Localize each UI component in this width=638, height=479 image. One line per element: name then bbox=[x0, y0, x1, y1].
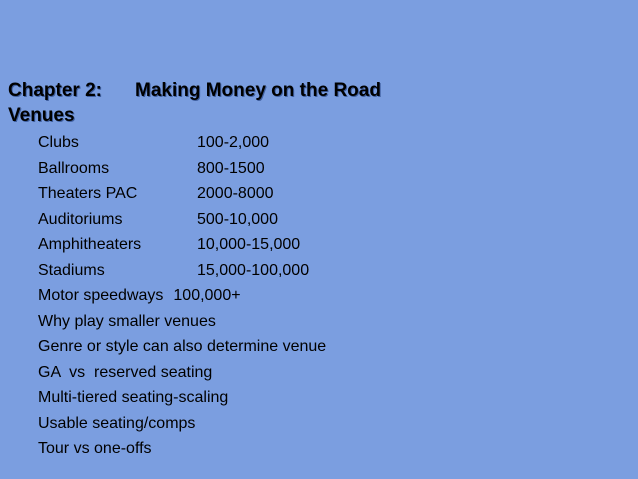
venue-name: Theaters PAC bbox=[38, 185, 138, 202]
list-item: Why play smaller venues bbox=[38, 312, 216, 330]
venue-capacity: 100-2,000 bbox=[197, 134, 270, 151]
section-heading: Venues bbox=[8, 105, 75, 126]
venue-name: Ballrooms bbox=[38, 159, 110, 177]
content-list bbox=[38, 130, 326, 462]
venue-capacity: 15,000-100,000 bbox=[197, 261, 310, 279]
list-item: Tour vs one-offs bbox=[38, 440, 152, 457]
venue-name: Auditoriums bbox=[38, 210, 123, 228]
venue-row bbox=[38, 283, 326, 309]
list-item: Usable seating/comps bbox=[38, 414, 196, 432]
venue-row bbox=[38, 181, 326, 207]
chapter-title: Making Money on the Road bbox=[135, 80, 381, 101]
list-item: Multi-tiered seating-scaling bbox=[38, 389, 229, 406]
venue-capacity: 800-1500 bbox=[197, 159, 265, 177]
venue-row bbox=[38, 258, 326, 284]
list-item: GA vs reserved seating bbox=[38, 363, 213, 381]
venue-name: Stadiums bbox=[38, 261, 105, 279]
venue-name: Amphitheaters bbox=[38, 236, 142, 253]
venue-row bbox=[38, 156, 326, 182]
list-item: Genre or style can also determine venue bbox=[38, 338, 327, 355]
venue-row bbox=[38, 232, 326, 258]
venue-row bbox=[38, 130, 326, 156]
venue-name: Clubs bbox=[38, 134, 79, 151]
venue-row bbox=[38, 207, 326, 233]
chapter-label: Chapter 2: bbox=[8, 80, 102, 101]
venue-capacity: 2000-8000 bbox=[197, 185, 274, 202]
venue-name: Motor speedways bbox=[38, 287, 164, 304]
venue-capacity: 500-10,000 bbox=[197, 210, 278, 228]
slide-title bbox=[8, 79, 381, 103]
venue-capacity: 10,000-15,000 bbox=[197, 236, 301, 253]
venue-capacity: 100,000+ bbox=[173, 287, 241, 304]
